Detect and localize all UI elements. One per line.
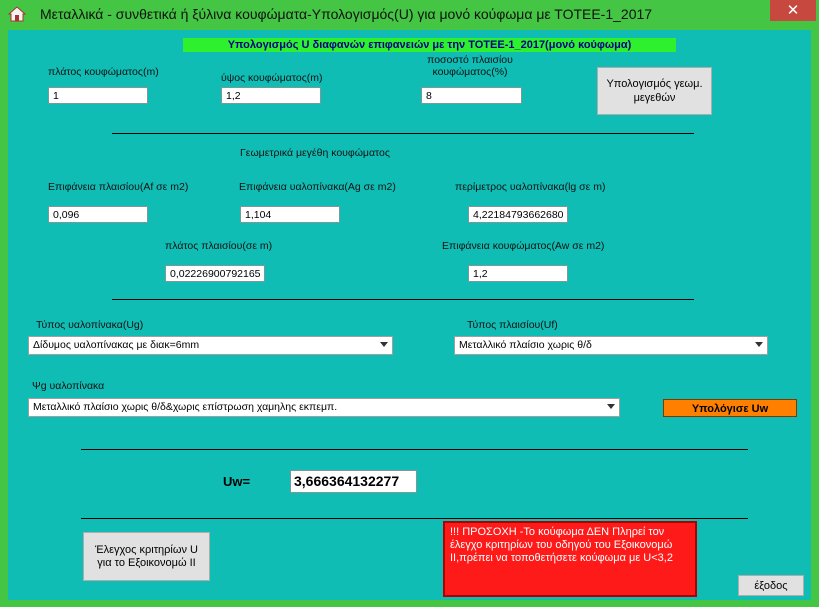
uw-label: Uw= xyxy=(223,474,251,489)
aw-label: Επιφάνεια κουφώματος(Aw σε m2) xyxy=(442,240,605,252)
chevron-down-icon xyxy=(755,342,763,347)
close-button[interactable]: ✕ xyxy=(770,0,816,21)
ug-select-value: Δίδυμος υαλοπίνακας με διακ=6mm xyxy=(33,339,200,351)
frame-percent-label xyxy=(420,54,520,78)
psi-label: Ψg υαλοπίνακα xyxy=(32,380,105,392)
width-label: πλάτος κουφώματος(m) xyxy=(48,66,159,78)
exit-button[interactable]: έξοδος xyxy=(738,575,804,596)
divider-1 xyxy=(112,133,694,134)
height-label: ύψος κουφώματος(m) xyxy=(221,72,323,84)
width-input[interactable] xyxy=(48,87,148,104)
divider-2 xyxy=(112,299,694,300)
uf-select-value: Μεταλλικό πλαίσιο χωρις θ/δ xyxy=(459,339,592,351)
af-output[interactable] xyxy=(48,206,148,223)
lg-label: περίμετρος υαλοπίνακα(lg σε m) xyxy=(455,181,606,193)
af-label: Επιφάνεια πλαισίου(Af σε m2) xyxy=(48,181,189,193)
house-icon xyxy=(8,6,26,22)
calculate-uw-button[interactable]: Υπολόγισε Uw xyxy=(663,399,797,417)
form-client-area xyxy=(8,30,811,600)
lg-output[interactable] xyxy=(468,206,568,223)
geometry-section-title: Γεωμετρικά μεγέθη κουφώματος xyxy=(240,147,390,159)
title-bar xyxy=(0,0,819,30)
psi-select-value: Μεταλλικό πλαίσιο χωρις θ/δ&χωρις επίστρωση χαμηλης εκπεμπ. xyxy=(33,401,338,413)
form-heading: Υπολογισμός U διαφανών επιφανειών με την ΤΟΤΕΕ-1_2017(μονό κούφωμα) xyxy=(183,38,676,52)
divider-3 xyxy=(81,449,748,450)
check-criteria-button[interactable]: Έλεγχος κριτηρίων U για το Εξοικονομώ ΙΙ xyxy=(83,532,210,581)
uf-label: Τύπος πλαισίου(Uf) xyxy=(467,319,558,331)
psi-select[interactable] xyxy=(28,398,620,417)
warning-message: !!! ΠΡΟΣΟΧΗ -Το κούφωμα ΔΕΝ Πληρεί τον έλεγχο κριτηρίων του οδηγού του Εξοικονομώ ΙΙ,πρέπει να τοποθετήσετε κούφωμα με U<3,2 xyxy=(443,521,697,597)
frame-percent-label-line2: κουφώματος(%) xyxy=(432,66,508,78)
height-input[interactable] xyxy=(221,87,321,104)
frame-width-label: πλάτος πλαισίου(σε m) xyxy=(165,240,273,252)
ug-label: Τύπος υαλοπίνακα(Ug) xyxy=(36,319,144,331)
calc-geometry-button[interactable]: Υπολογισμός γεωμ. μεγεθών xyxy=(597,67,712,115)
chevron-down-icon xyxy=(607,404,615,409)
divider-4 xyxy=(81,518,748,519)
ug-select[interactable] xyxy=(28,336,393,355)
ag-output[interactable] xyxy=(240,206,340,223)
ag-label: Επιφάνεια υαλοπίνακα(Ag σε m2) xyxy=(239,181,396,193)
uf-select[interactable] xyxy=(454,336,768,355)
frame-width-output[interactable] xyxy=(165,265,265,282)
aw-output[interactable] xyxy=(468,265,568,282)
frame-percent-input[interactable] xyxy=(421,87,522,104)
uw-result[interactable]: 3,666364132277 xyxy=(290,470,417,493)
frame-percent-label-line1: ποσοστό πλαισίου xyxy=(427,54,513,66)
window-title: Μεταλλικά - συνθετικά ή ξύλινα κουφώματα-Υπολογισμός(U) για μονό κούφωμα με ΤΟΤΕΕ-1_2017 xyxy=(40,6,653,22)
chevron-down-icon xyxy=(380,342,388,347)
